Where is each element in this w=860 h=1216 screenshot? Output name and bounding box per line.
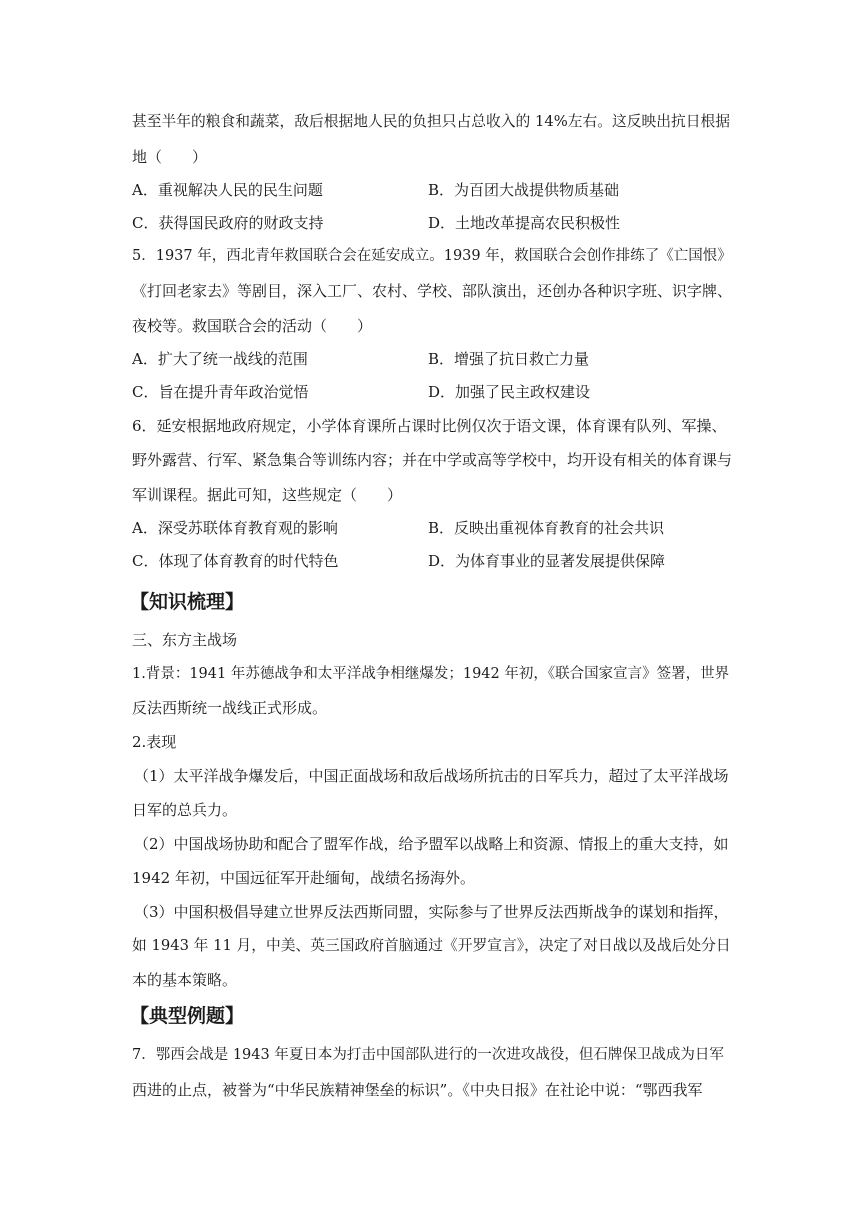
knowledge-point-2-title: 2.表现 <box>132 733 177 751</box>
question-5-option-a: A．扩大了统一战线的范围 <box>132 350 308 368</box>
question-6-option-a: A．深受苏联体育教育观的影响 <box>132 519 338 537</box>
question-6-option-b: B．反映出重视体育教育的社会共识 <box>428 519 665 537</box>
section-heading-examples: 【典型例题】 <box>130 1005 245 1027</box>
question-4-text-line-1: 甚至半年的粮食和蔬菜，敌后根据地人民的负担只占总收入的 14%左右。这反映出抗日根据 <box>132 113 730 130</box>
knowledge-subtitle: 三、东方主战场 <box>132 631 238 649</box>
question-6-option-d: D．为体育事业的显著发展提供保障 <box>428 552 666 570</box>
question-4-option-b: B．为百团大战提供物质基础 <box>428 181 620 199</box>
knowledge-point-1-line-2: 反法西斯统一战线正式形成。 <box>132 699 328 717</box>
question-5-text-line-3: 夜校等。救国联合会的活动（ ） <box>132 317 373 335</box>
knowledge-point-2-2-line-1: （2）中国战场协助和配合了盟军作战，给予盟军以战略上和资源、情报上的重大支持，如 <box>134 835 729 853</box>
knowledge-point-2-1-line-2: 日军的总兵力。 <box>132 801 238 819</box>
question-7-text-line-1: 7．鄂西会战是 1943 年夏日本为打击中国部队进行的一次进攻战役，但石牌保卫战成为日军 <box>132 1047 724 1063</box>
question-5-option-b: B．增强了抗日救亡力量 <box>428 350 590 368</box>
knowledge-point-1-line-1: 1.背景：1941 年苏德战争和太平洋战争相继爆发；1942 年初，《联合国家宣言》签署，世界 <box>132 666 730 682</box>
knowledge-point-2-3-line-1: （3）中国积极倡导建立世界反法西斯同盟，实际参与了世界反法西斯战争的谋划和指挥， <box>134 903 729 921</box>
question-4-option-a: A．重视解决人民的民生问题 <box>132 181 323 199</box>
question-6-text-line-1: 6．延安根据地政府规定，小学体育课所占课时比例仅次于语文课，体育课有队列、军操、 <box>132 417 727 435</box>
question-4-text-line-2: 地（ ） <box>132 148 208 166</box>
knowledge-point-2-3-line-2: 如 1943 年 11 月，中美、英三国政府首脑通过《开罗宣言》，决定了对日战以及战后处分日 <box>132 937 731 954</box>
question-6-option-c: C．体现了体育教育的时代特色 <box>132 552 339 570</box>
knowledge-point-2-3-line-3: 本的基本策略。 <box>132 971 238 989</box>
question-5-option-d: D．加强了民主政权建设 <box>428 383 591 401</box>
question-6-text-line-3: 军训课程。据此可知，这些规定（ ） <box>132 486 403 504</box>
question-5-text-line-1: 5．1937 年，西北青年救国联合会在延安成立。1939 年，救国联合会创作排练了《亡国恨》 <box>132 248 732 264</box>
question-4-option-c: C．获得国民政府的财政支持 <box>132 214 324 232</box>
question-5-option-c: C．旨在提升青年政治觉悟 <box>132 383 309 401</box>
knowledge-point-2-2-line-2: 1942 年初，中国远征军开赴缅甸，战绩名扬海外。 <box>132 869 475 887</box>
section-heading-knowledge: 【知识梳理】 <box>130 591 245 613</box>
question-6-text-line-2: 野外露营、行军、紧急集合等训练内容；并在中学或高等学校中，均开设有相关的体育课与 <box>132 451 733 469</box>
question-4-option-d: D．土地改革提高农民积极性 <box>428 214 621 232</box>
question-7-text-line-2: 西进的止点，被誉为“中华民族精神堡垒的标识”。《中央日报》在社论中说：“鄂西我军 <box>132 1081 703 1099</box>
question-5-text-line-2: 《打回老家去》等剧目，深入工厂、农村、学校、部队演出，还创办各种识字班、识字牌、 <box>132 282 733 300</box>
knowledge-point-2-1-line-1: （1）太平洋战争爆发后，中国正面战场和敌后战场所抗击的日军兵力，超过了太平洋战场 <box>134 767 729 785</box>
